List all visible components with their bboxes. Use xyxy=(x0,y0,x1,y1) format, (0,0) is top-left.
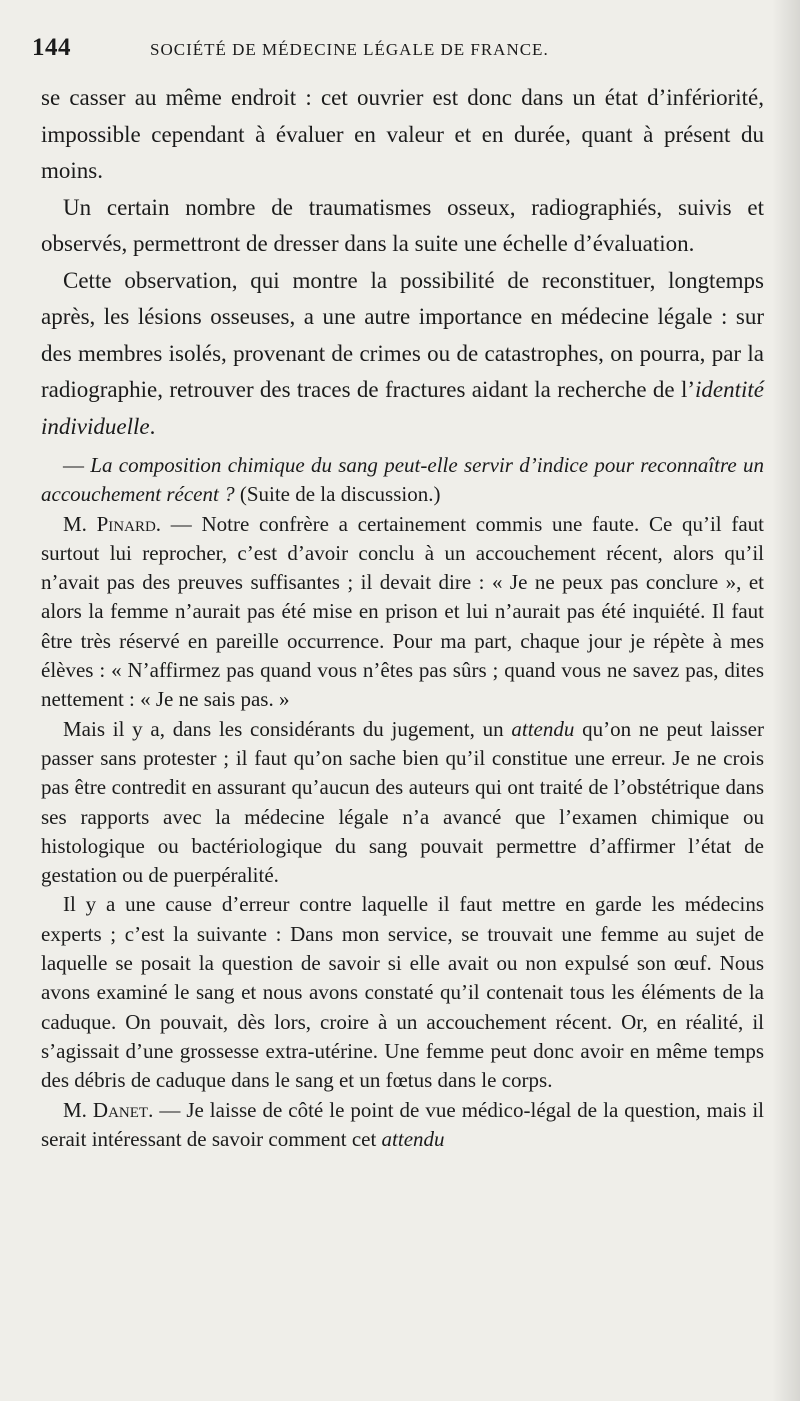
paragraph-3-text: Cette observation, qui montre la possibilité de reconstituer, longtemps après, les lésions osseuses, a une autre importance en médecine légale : sur des membres isolés, provenant de crimes ou de catastrophes, on pourra, par la radiographie, retrouver des traces de fractures aidant la recherche de l’ xyxy=(41,267,764,402)
discussion-section xyxy=(41,451,764,1154)
pinard-text: — Notre confrère a certainement commis une faute. Ce qu’il faut surtout lui reprocher, c’est d’avoir conclu à un accouchement récent, alors qu’il n’avait pas des preuves suffisantes ; il devait dire : « Je ne peux pas conclure », et alors la femme n’aurait pas été mise en prison et lui n’aurait pas été inquiété. Il faut être très réservé en pareille occurrence. Pour ma part, chaque jour je répète à mes élèves : « N’affirmez pas quand vous n’êtes pas sûrs ; quand vous ne savez pas, dites nettement : « Je ne sais pas. » xyxy=(41,511,764,712)
question-dash: — xyxy=(63,453,91,477)
paragraph-3-italic: identité individuelle xyxy=(41,377,764,439)
speaker-danet: M. Danet. xyxy=(63,1097,154,1122)
danet-italic: attendu xyxy=(381,1126,445,1151)
page-body xyxy=(41,80,764,445)
paragraph-3-end: . xyxy=(149,413,156,439)
paragraph-2: Un certain nombre de traumatismes osseux, radiographiés, suivis et observés, permettront de dresser dans la suite une échelle d’évaluation. xyxy=(41,194,764,256)
question-paragraph xyxy=(41,451,764,510)
cause-paragraph: Il y a une cause d’erreur contre laquelle il faut mettre en garde les médecins experts ; c’est la suivante : Dans mon service, se trouvait une femme au sujet de laquelle se posait la question de savoir si elle avait ou non expulsé son œuf. Nous avons examiné le sang et nous avons constaté qu’il contenait tous les éléments de la caduque. On pouvait, dès lors, croire à un accouchement récent. Or, en réalité, il s’agissait d’une grossesse extra-utérine. Une femme peut donc avoir en même temps des débris de caduque dans le sang et un fœtus dans le corps. xyxy=(41,892,764,1093)
pinard-paragraph xyxy=(41,510,764,715)
paragraph-3 xyxy=(41,263,764,446)
question-text: La composition chimique du sang peut-elle servir d’indice pour reconnaître un accouchement récent ? xyxy=(41,453,765,507)
paragraph-1: se casser au même endroit : cet ouvrier est donc dans un état d’infériorité, impossible cependant à évaluer en valeur et en durée, quant à présent du moins. xyxy=(41,85,764,183)
page-header xyxy=(32,34,764,80)
mais-italic: attendu xyxy=(511,716,575,741)
speaker-pinard: M. Pinard. xyxy=(63,511,162,536)
question-end: (Suite de la discussion.) xyxy=(234,482,441,507)
mais-text-b: qu’on ne peut laisser passer sans protester ; il faut qu’on sache bien qu’il constitue une erreur. Je ne crois pas être contredit en assurant qu’aucun des auteurs qui ont traité de l’obstétrique dans ses rapports avec la médecine légale n’a avancé que l’examen chimique ou histologique ou bactériologique du sang pouvait permettre d’affirmer l’état de gestation ou de puerpéralité. xyxy=(41,716,764,888)
danet-text: — Je laisse de côté le point de vue médico-légal de la question, mais il serait intéressant de savoir comment cet xyxy=(41,1097,764,1151)
mais-paragraph xyxy=(41,715,764,891)
mais-text-a: Mais il y a, dans les considérants du jugement, un xyxy=(63,716,512,741)
page-number: 144 xyxy=(32,34,71,61)
danet-paragraph xyxy=(41,1096,764,1155)
running-title: SOCIÉTÉ DE MÉDECINE LÉGALE DE FRANCE. xyxy=(150,40,549,59)
